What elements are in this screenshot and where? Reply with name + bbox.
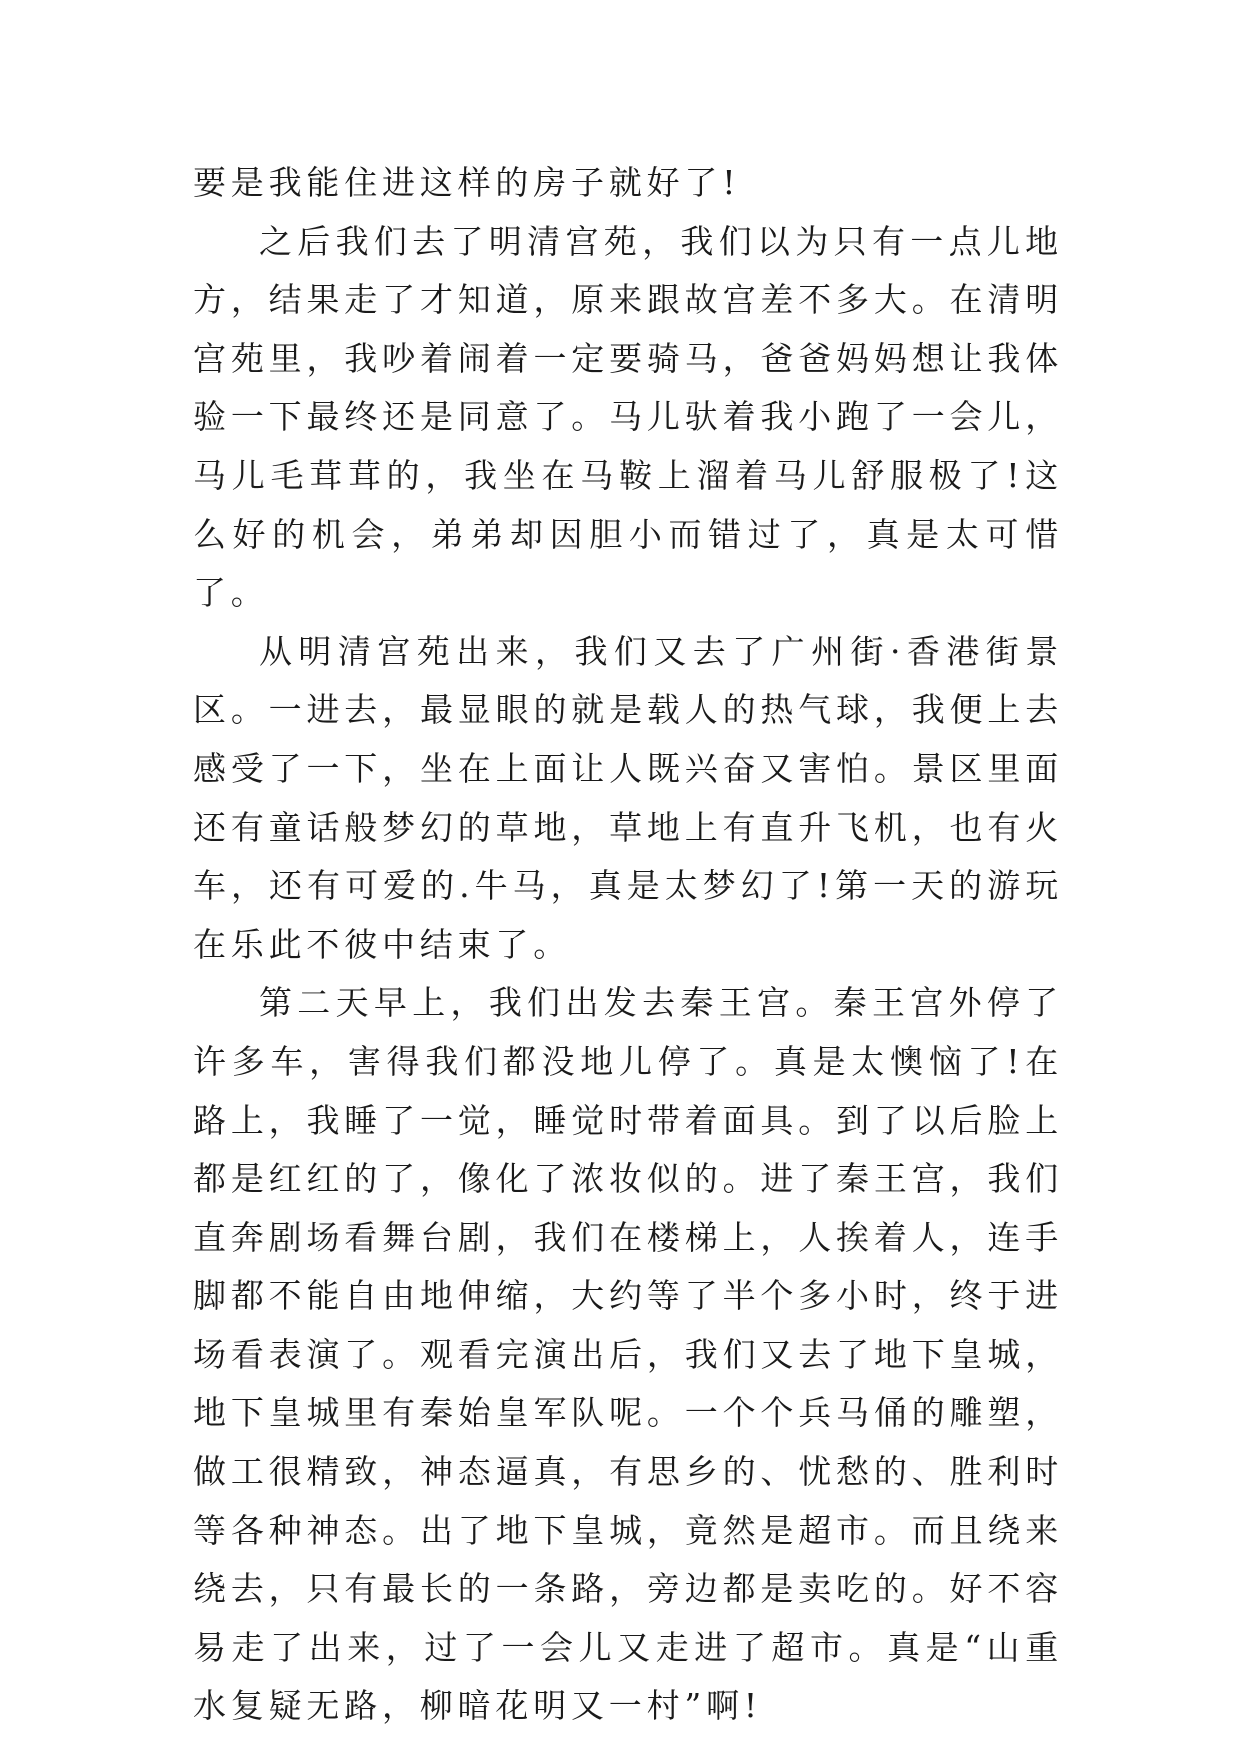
paragraph-2: 之后我们去了明清宫苑，我们以为只有一点儿地方，结果走了才知道，原来跟故宫差不多大。在清明宫苑里，我吵着闹着一定要骑马，爸爸妈妈想让我体验一下最终还是同意了。马儿驮着我小跑了一会儿，马儿毛茸茸的，我坐在马鞍上溜着马儿舒服极了!这么好的机会，弟弟却因胆小而错过了，真是太可惜了。	[193, 221, 1063, 613]
paragraph-3: 从明清宫苑出来，我们又去了广州街·香港街景区。一进去，最显眼的就是载人的热气球，我便上去感受了一下，坐在上面让人既兴奋又害怕。景区里面还有童话般梦幻的草地，草地上有直升飞机，也有火车，还有可爱的.牛马，真是太梦幻了!第一天的游玩在乐此不彼中结束了。	[193, 631, 1063, 964]
paragraph-4: 第二天早上，我们出发去秦王宫。秦王宫外停了许多车，害得我们都没地儿停了。真是太懊恼了!在路上，我睡了一觉，睡觉时带着面具。到了以后脸上都是红红的了，像化了浓妆似的。进了秦王宫，我们直奔剧场看舞台剧，我们在楼梯上，人挨着人，连手脚都不能自由地伸缩，大约等了半个多小时，终于进场看表演了。观看完演出后，我们又去了地下皇城，地下皇城里有秦始皇军队呢。一个个兵马俑的雕塑，做工很精致，神态逼真，有思乡的、忧愁的、胜利时等各种神态。出了地下皇城，竟然是超市。而且绕来绕去，只有最长的一条路，旁边都是卖吃的。好不容易走了出来，过了一会儿又走进了超市。真是“山重水复疑无路，柳暗花明又一村”啊!	[193, 983, 1063, 1726]
body-text	[193, 154, 1063, 1736]
paragraph-1-continued: 要是我能住进这样的房子就好了!	[193, 163, 741, 202]
